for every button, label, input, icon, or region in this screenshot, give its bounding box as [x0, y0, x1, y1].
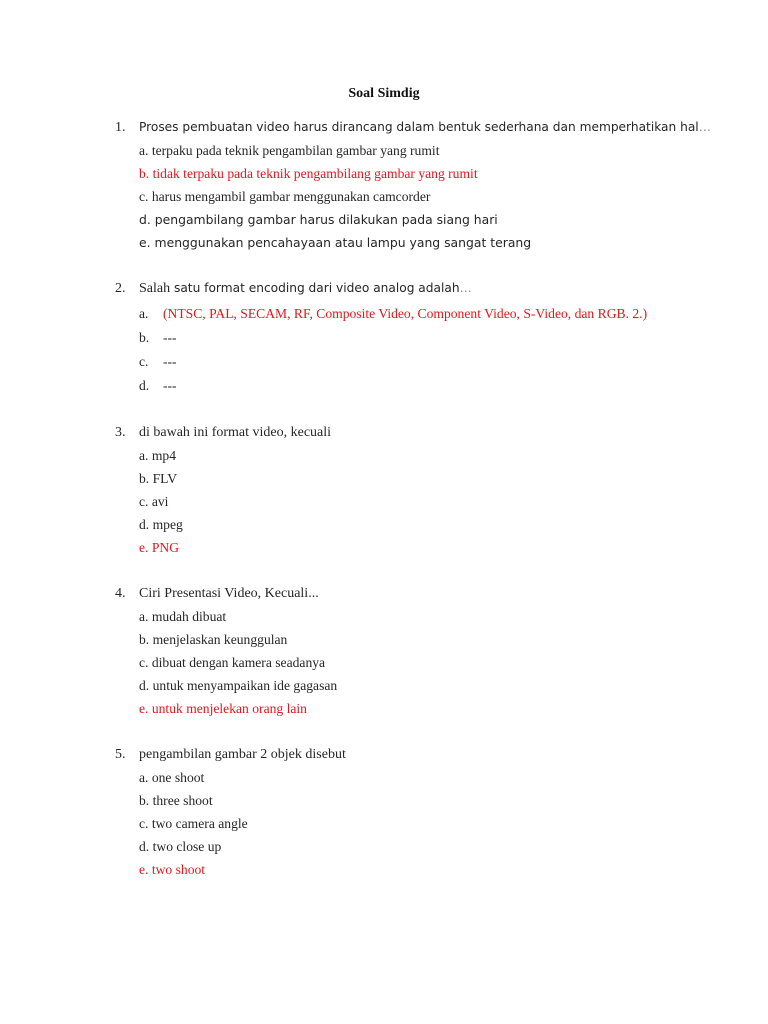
question-number: 1. — [115, 120, 126, 135]
ellipsis: … — [459, 281, 472, 295]
answer-option-a: a. one shoot — [139, 770, 205, 785]
question-4 — [115, 582, 735, 720]
answer-option-c: c. avi — [139, 494, 169, 509]
option-text: --- — [163, 378, 177, 393]
question-text: Proses pembuatan video harus dirancang dalam bentuk sederhana dan memperhatikan hal… — [139, 120, 711, 134]
question-stem — [115, 421, 735, 444]
option-text: --- — [163, 330, 177, 345]
question-text: di bawah ini format video, kecuali — [139, 425, 332, 440]
answer-option-b: b. three shoot — [139, 793, 213, 808]
answer-option-e-correct: e. untuk menjelekan orang lain — [139, 701, 307, 716]
question-stem — [115, 116, 735, 139]
answer-option-a-correct — [115, 302, 735, 326]
answer-option-c: c. two camera angle — [139, 816, 248, 831]
answer-option-e-correct: e. PNG — [139, 540, 180, 555]
question-text: pengambilan gambar 2 objek disebut — [139, 747, 346, 762]
answer-option-a: a. terpaku pada teknik pengambilan gambar yang rumit — [139, 143, 440, 158]
answer-option-d: d. mpeg — [139, 517, 183, 532]
question-number: 5. — [115, 747, 126, 762]
question-number: 3. — [115, 425, 126, 440]
question-1 — [115, 116, 735, 254]
answer-option-c: c. harus mengambil gambar menggunakan camcorder — [139, 189, 431, 204]
question-number: 4. — [115, 586, 126, 601]
answer-option-d — [115, 374, 735, 398]
answer-option-e: e. menggunakan pencahayaan atau lampu yang sangat terang — [139, 235, 532, 250]
question-stem — [115, 743, 735, 766]
question-2 — [115, 277, 735, 398]
answer-option-b: b. FLV — [139, 471, 178, 486]
option-letter: d. — [139, 378, 150, 393]
question-text: Ciri Presentasi Video, Kecuali... — [139, 586, 319, 601]
option-letter: a. — [139, 306, 149, 321]
answer-option-d: d. two close up — [139, 839, 222, 854]
answer-option-c: c. dibuat dengan kamera seadanya — [139, 655, 326, 670]
question-stem — [115, 582, 735, 605]
answer-option-a: a. mudah dibuat — [139, 609, 227, 624]
question-3 — [115, 421, 735, 559]
ellipsis: … — [698, 120, 711, 134]
answer-option-d: d. pengambilang gambar harus dilakukan pada siang hari — [139, 212, 498, 227]
answer-option-d: d. untuk menyampaikan ide gagasan — [139, 678, 338, 693]
question-number: 2. — [115, 281, 126, 296]
question-stem — [115, 277, 735, 302]
option-letter: c. — [139, 354, 149, 369]
answer-option-a: a. mp4 — [139, 448, 176, 463]
option-text: (NTSC, PAL, SECAM, RF, Composite Video, Component Video, S-Video, dan RGB. 2.) — [163, 306, 648, 321]
answer-option-c — [115, 350, 735, 374]
option-text: --- — [163, 354, 177, 369]
answer-option-b: b. menjelaskan keunggulan — [139, 632, 288, 647]
question-text: Salah satu format encoding dari video analog adalah… — [139, 281, 472, 296]
answer-option-b — [115, 326, 735, 350]
answer-option-b-correct: b. tidak terpaku pada teknik pengambilang gambar yang rumit — [139, 166, 478, 181]
page-title: Soal Simdig — [348, 86, 420, 101]
option-letter: b. — [139, 330, 150, 345]
answer-option-e-correct: e. two shoot — [139, 862, 206, 877]
question-5 — [115, 743, 735, 881]
